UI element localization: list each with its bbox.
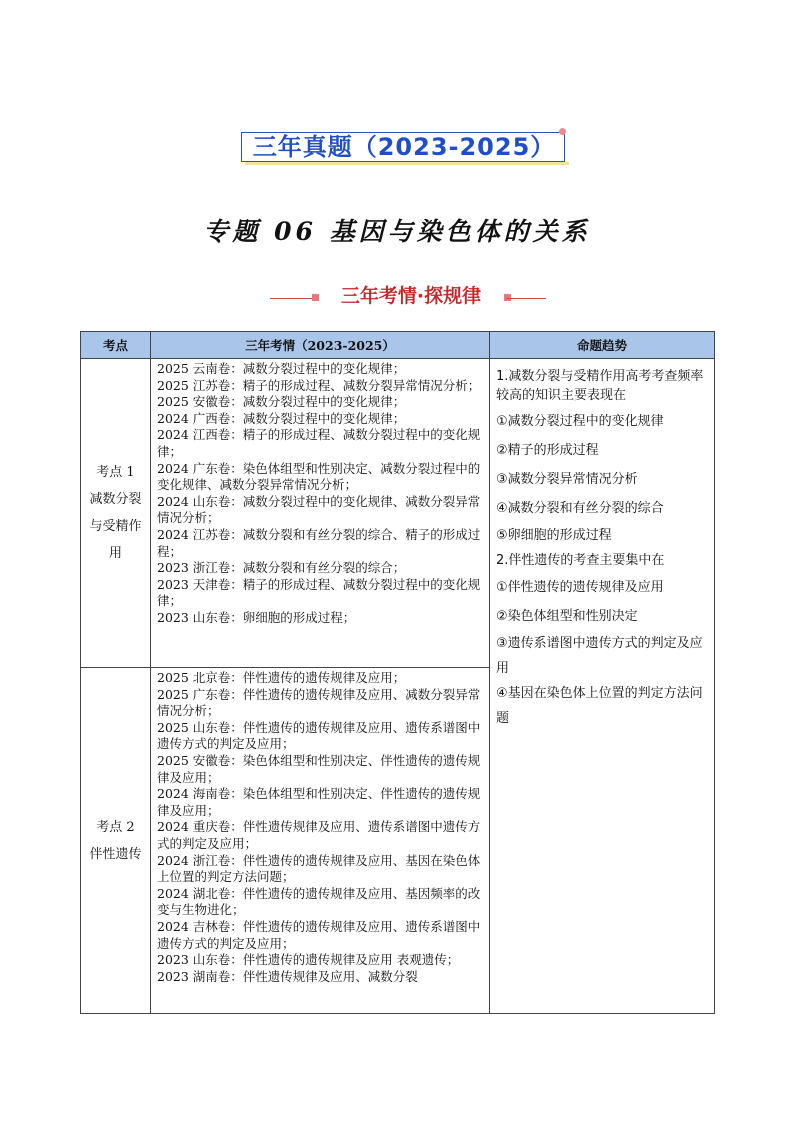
table-header-row — [81, 332, 715, 359]
page-title: 专题 06 基因与染色体的关系 — [203, 217, 591, 246]
list-item: 2023 山东卷：伴性遗传的遗传规律及应用 表观遗传； — [157, 952, 460, 968]
list-item: 2024 广东卷：染色体组型和性别决定、减数分裂过程中的变化规律、减数分裂异常情况分析； — [157, 460, 481, 493]
section-subtitle — [270, 282, 546, 310]
list-item: 2024 山东卷：减数分裂过程中的变化规律、减数分裂异常情况分析； — [157, 493, 481, 526]
trend-cell — [490, 359, 715, 1014]
trend-item: ①伴性遗传的遗传规律及应用 — [496, 580, 664, 595]
list-item: 2023 山东卷：卵细胞的形成过程； — [157, 609, 356, 625]
point-line: 伴性遗传 — [89, 846, 142, 862]
point-line: 与受精作 — [89, 519, 142, 534]
subtitle-text: 三年考情·探规律 — [340, 285, 482, 307]
list-item: 2025 安徽卷：染色体组型和性别决定、伴性遗传的遗传规律及应用； — [157, 752, 481, 785]
list-item: 2025 山东卷：伴性遗传的遗传规律及应用、遗传系谱图中遗传方式的判定及应用； — [157, 719, 481, 752]
list-item: 2024 江苏卷：减数分裂和有丝分裂的综合、精子的形成过程； — [157, 526, 481, 559]
year-banner — [241, 128, 567, 166]
header-exams: 三年考情（2023-2025） — [151, 332, 490, 359]
table-row — [81, 359, 715, 668]
list-item: 2023 天津卷：精子的形成过程、减数分裂过程中的变化规律； — [157, 576, 481, 609]
trend-heading: 2.伴性遗传的考查主要集中在 — [496, 553, 665, 568]
list-item: 2024 广西卷：减数分裂过程中的变化规律； — [157, 410, 406, 426]
trend-heading: 1.减数分裂与受精作用高考考查频率较高的知识主要表现在 — [496, 369, 704, 403]
list-item: 2023 湖南卷：伴性遗传规律及应用、减数分裂 — [157, 968, 418, 984]
list-item: 2024 吉林卷：伴性遗传的遗传规律及应用、遗传系谱图中遗传方式的判定及应用； — [157, 918, 481, 951]
trend-item: ④基因在染色体上位置的判定方法问题 — [496, 686, 703, 726]
point-cell-2 — [81, 668, 151, 1014]
trend-item: ③遗传系谱图中遗传方式的判定及应用 — [496, 636, 703, 676]
header-trend: 命题趋势 — [490, 332, 715, 359]
subtitle-line-left — [270, 298, 314, 299]
list-item: 2024 江西卷：精子的形成过程、减数分裂过程中的变化规律； — [157, 427, 481, 459]
subtitle-line-right — [506, 298, 546, 299]
list-item: 2025 江苏卷：精子的形成过程、减数分裂异常情况分析； — [157, 377, 481, 393]
banner-text: 三年真题（2023-2025） — [252, 133, 556, 161]
point-cell-1 — [81, 359, 151, 668]
exam-list-1 — [151, 359, 490, 668]
trend-item: ②染色体组型和性别决定 — [496, 609, 638, 624]
list-item: 2024 海南卷：染色体组型和性别决定、伴性遗传的遗传规律及应用； — [157, 786, 481, 818]
trend-item: ②精子的形成过程 — [496, 443, 599, 458]
list-item: 2024 重庆卷：伴性遗传规律及应用、遗传系谱图中遗传方式的判定及应用； — [157, 819, 481, 851]
list-item: 2025 安徽卷：减数分裂过程中的变化规律； — [157, 394, 406, 410]
list-item: 2025 广东卷：伴性遗传的遗传规律及应用、减数分裂异常情况分析； — [157, 686, 481, 719]
header-point: 考点 — [81, 332, 151, 359]
exam-list-2 — [151, 668, 490, 1014]
trend-item: ⑤卵细胞的形成过程 — [496, 528, 612, 543]
point-line: 考点 2 — [96, 819, 135, 835]
trend-item: ①减数分裂过程中的变化规律 — [496, 414, 664, 429]
point-line: 减数分裂 — [89, 492, 142, 507]
exam-table — [80, 331, 715, 1014]
list-item: 2025 云南卷：减数分裂过程中的变化规律； — [157, 361, 406, 376]
list-item: 2023 浙江卷：减数分裂和有丝分裂的综合； — [157, 560, 406, 576]
list-item: 2025 北京卷：伴性遗传的遗传规律及应用； — [157, 670, 406, 685]
list-item: 2024 浙江卷：伴性遗传的遗传规律及应用、基因在染色体上位置的判定方法问题； — [157, 852, 481, 885]
point-line: 考点 1 — [96, 465, 135, 480]
trend-item: ③减数分裂异常情况分析 — [496, 472, 638, 487]
list-item: 2024 湖北卷：伴性遗传的遗传规律及应用、基因频率的改变与生物进化； — [157, 885, 481, 918]
trend-item: ④减数分裂和有丝分裂的综合 — [496, 501, 664, 516]
point-line: 用 — [108, 546, 122, 561]
